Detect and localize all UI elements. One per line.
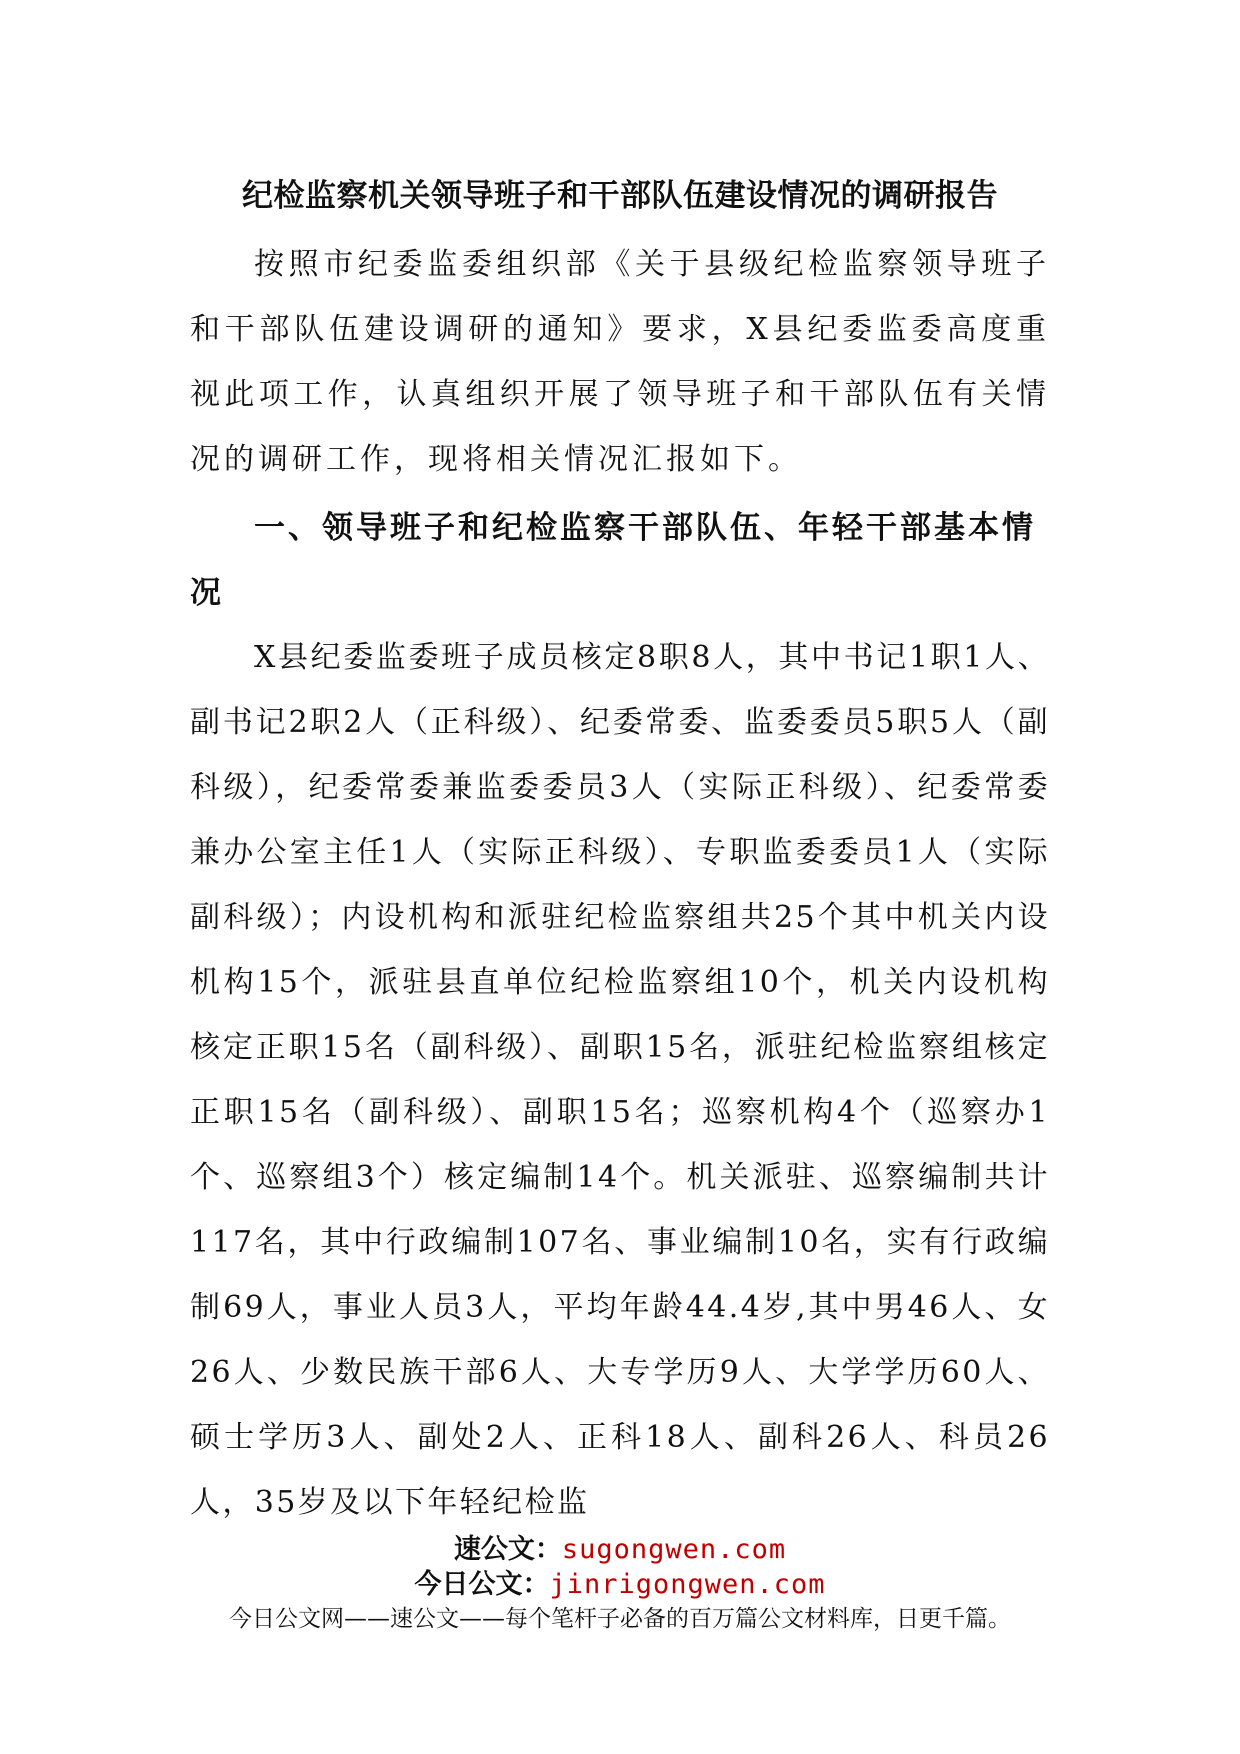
section-heading: 一、领导班子和纪检监察干部队伍、年轻干部基本情况 <box>190 510 1036 611</box>
footer-link-sugongwen[interactable]: sugongwen.com <box>561 1534 787 1565</box>
footer-line-sugongwen <box>0 1533 1240 1567</box>
footer-slogan <box>0 1603 1240 1635</box>
footer-slogan-text: 今日公文网——速公文——每个笔杆子必备的百万篇公文材料库，日更千篇。 <box>229 1606 1011 1632</box>
footer-line-jinrigongwen <box>0 1568 1240 1602</box>
intro-paragraph: 按照市纪委监委组织部《关于县级纪检监察领导班子和干部队伍建设调研的通知》要求，X县纪委监委高度重视此项工作，认真组织开展了领导班子和干部队伍有关情况的调研工作，现将相关情况汇报如下。 <box>190 247 1050 477</box>
footer-label-sugongwen: 速公文： <box>453 1534 562 1565</box>
section-body-paragraph: X县纪委监委班子成员核定8职8人，其中书记1职1人、副书记2职2人（正科级）、纪委常委、监委委员5职5人（副科级），纪委常委兼监委委员3人（实际正科级）、纪委常委兼办公室主任1人（实际正科级）、专职监委委员1人（实际副科级）；内设机构和派驻纪检监察组共25个其中机关内设机构15个，派驻县直单位纪检监察组10个，机关内设机构核定正职15名（副科级）、副职15名，派驻纪检监察组核定正职15名（副科级）、副职15名；巡察机构4个（巡察办1个、巡察组3个）核定编制14个。机关派驻、巡察编制共计117名，其中行政编制107名、事业编制10名，实有行政编制69人，事业人员3人，平均年龄44.4岁,其中男46人、女26人、少数民族干部6人、大专学历9人、大学学历60人、硕士学历3人、副处2人、正科18人、副科26人、科员26人，35岁及以下年轻纪检监 <box>190 640 1050 1520</box>
footer-link-jinrigongwen[interactable]: jinrigongwen.com <box>549 1569 826 1600</box>
footer-label-jinrigongwen: 今日公文： <box>414 1569 550 1600</box>
document-title: 纪检监察机关领导班子和干部队伍建设情况的调研报告 <box>242 178 998 214</box>
